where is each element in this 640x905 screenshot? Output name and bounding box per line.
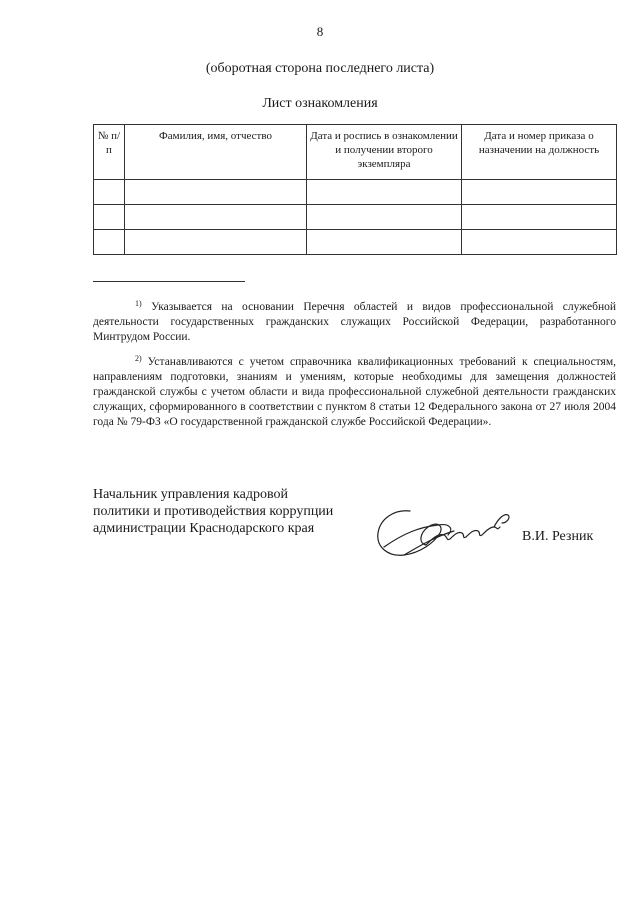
table-cell <box>462 230 617 255</box>
table-cell <box>307 205 462 230</box>
handwritten-signature <box>374 497 514 565</box>
table-cell <box>125 180 307 205</box>
table-row <box>94 230 617 255</box>
table-cell <box>94 230 125 255</box>
acknowledgement-table <box>93 124 617 255</box>
table-cell <box>462 180 617 205</box>
footnote-text: Устанавливаются с учетом справочника квалификационных требований к специальностям, направлениям подготовки, знаниям и умениям, которые необходимы для замещения должностей гражданской службы с учетом области и вида профессиональной служебной деятельности гражданских служащих, сформированного в соответствии с пунктом 8 статьи 12 Федерального закона от 27 июля 2004 года № 79-ФЗ «О государственной гражданской службе Российской Федерации». <box>93 356 616 428</box>
document-title: Лист ознакомления <box>262 96 378 111</box>
footnote-mark: 2) <box>135 354 142 363</box>
column-header-full-name: Фамилия, имя, отчество <box>125 125 307 180</box>
table-cell <box>307 230 462 255</box>
table-cell <box>462 205 617 230</box>
table-cell <box>125 230 307 255</box>
footnote-mark: 1) <box>135 299 142 308</box>
table-row <box>94 180 617 205</box>
page-number: 8 <box>316 24 324 39</box>
footnotes <box>93 296 616 436</box>
table-cell <box>94 205 125 230</box>
footnote-separator <box>93 281 245 282</box>
table-cell <box>94 180 125 205</box>
signer-position-line: Начальник управления кадровой <box>93 487 288 502</box>
column-header-order-date-number: Дата и номер приказа о назначении на должность <box>462 125 617 180</box>
signer-position-line: политики и противодействия коррупции <box>93 504 334 519</box>
table-header-row <box>94 125 617 180</box>
footnote-text: Указывается на основании Перечня областей и видов профессиональной служебной деятельности государственных гражданских служащих Российской Федерации, разработанного Минтрудом России. <box>93 301 616 343</box>
document-subtitle: (оборотная сторона последнего листа) <box>205 61 435 76</box>
footnote-2 <box>93 351 616 430</box>
table-cell <box>125 205 307 230</box>
table-cell <box>307 180 462 205</box>
column-header-date-signature: Дата и роспись в ознакомлении и получении второго экземпляра <box>307 125 462 180</box>
table-row <box>94 205 617 230</box>
column-header-number: № п/п <box>94 125 125 180</box>
signer-position-line: администрации Краснодарского края <box>93 521 315 536</box>
footnote-1 <box>93 296 616 345</box>
signer-name: В.И. Резник <box>522 529 594 544</box>
signer-position <box>93 486 393 537</box>
